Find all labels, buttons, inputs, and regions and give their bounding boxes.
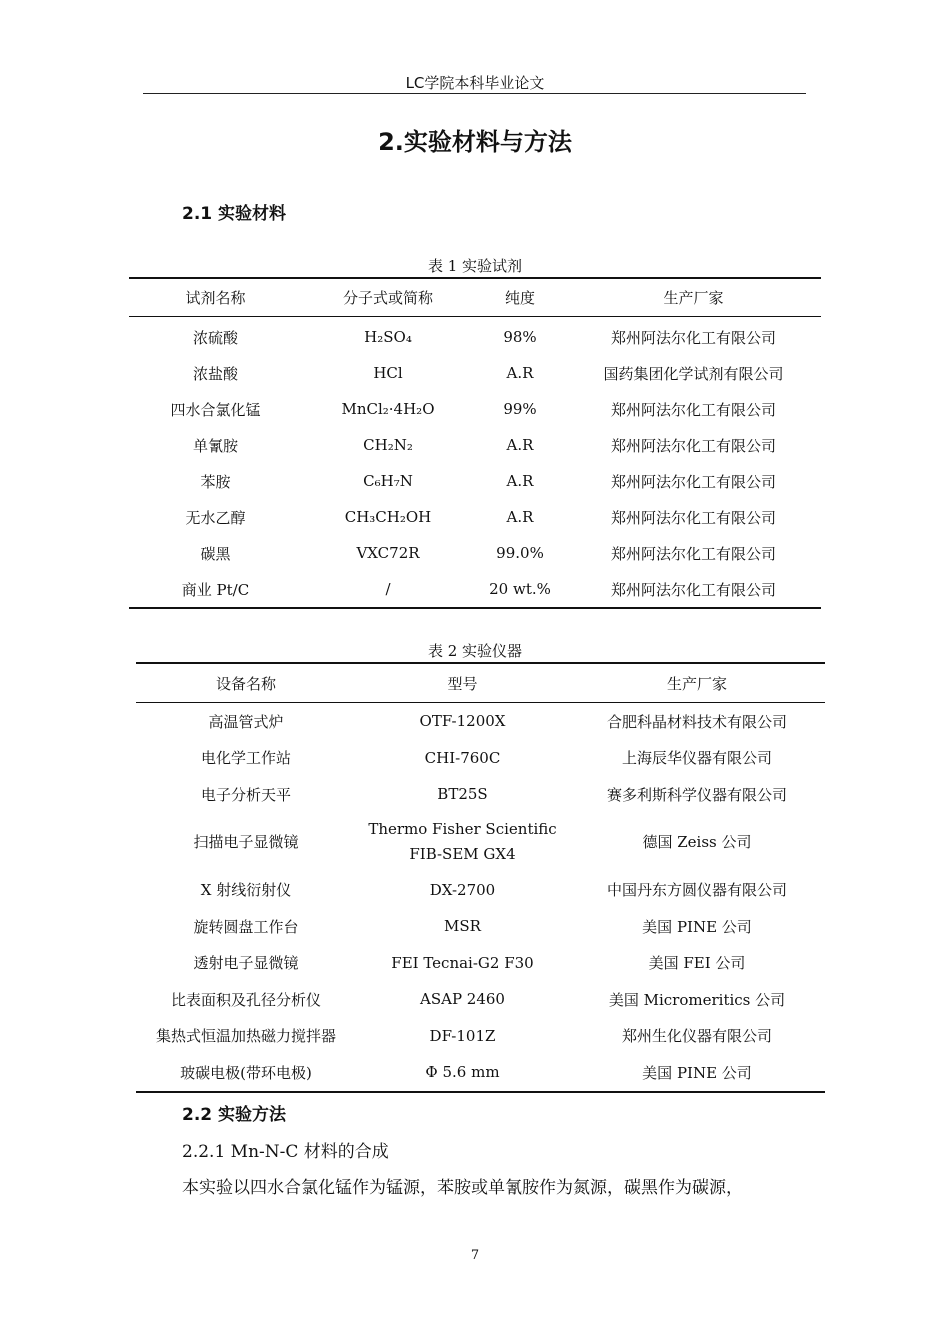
table-cell: 98%: [503, 328, 537, 346]
table-row: [136, 703, 825, 740]
table-row: [129, 427, 821, 463]
table-cell: CH₃CH₂OH: [344, 508, 432, 526]
table-cell: 苯胺: [200, 472, 231, 491]
table-header-row: [136, 663, 825, 703]
table-cell: BT25S: [437, 785, 488, 804]
table-cell: OTF-1200X: [419, 712, 506, 731]
table-cell: DX-2700: [429, 880, 496, 899]
table-cell: 郑州阿法尔化工有限公司: [610, 544, 776, 563]
table-cell: 郑州阿法尔化工有限公司: [610, 472, 776, 491]
table2-caption: 表 2 实验仪器: [427, 642, 523, 660]
table-cell: 高温管式炉: [208, 712, 284, 731]
table-cell: 20 wt.%: [489, 580, 551, 598]
sem-model-line1: Thermo Fisher Scientific: [368, 820, 557, 838]
sem-model-line2: FIB-SEM GX4: [409, 845, 516, 863]
table-row: [129, 391, 821, 427]
column-header: 生产厂家: [569, 663, 825, 703]
table-cell: [356, 813, 569, 872]
table-cell: 郑州阿法尔化工有限公司: [610, 436, 776, 455]
table-row: [129, 571, 821, 608]
page-number: 7: [470, 1248, 480, 1263]
table-cell: 郑州阿法尔化工有限公司: [610, 508, 776, 527]
table-cell: Φ 5.6 mm: [425, 1063, 500, 1082]
table-cell: VXC72R: [356, 544, 420, 562]
table-cell: ASAP 2460: [420, 990, 505, 1009]
table-cell: 集热式恒温加热磁力搅拌器: [155, 1027, 336, 1046]
table-cell: 美国 PINE 公司: [642, 917, 752, 936]
table-cell: A.R: [506, 364, 534, 382]
table-cell: FEI Tecnai-G2 F30: [391, 953, 534, 972]
table-cell: 电子分析天平: [200, 785, 291, 804]
table-cell: HCl: [373, 364, 403, 382]
table-cell: 99.0%: [496, 544, 544, 562]
table-cell: 郑州阿法尔化工有限公司: [610, 400, 776, 419]
column-header: 生产厂家: [566, 278, 821, 317]
table-cell: MnCl₂·4H₂O: [341, 400, 435, 418]
table-cell: 德国 Zeiss 公司: [642, 832, 752, 851]
table-cell: A.R: [506, 472, 534, 490]
table-cell: 比表面积及孔径分析仪: [170, 990, 321, 1009]
table-row: [136, 1018, 825, 1055]
subsection-2-2-1-heading: 2.2.1 Mn-N-C 材料的合成: [182, 1142, 389, 1162]
table-cell: 透射电子显微镜: [193, 954, 299, 973]
table-cell: 碳黑: [200, 544, 231, 563]
table-cell: X 射线衍射仪: [200, 881, 292, 900]
column-header: 分子式或简称: [302, 278, 474, 317]
table1-caption: 表 1 实验试剂: [427, 257, 523, 275]
table-cell: A.R: [506, 436, 534, 454]
table-cell: 合肥科晶材料技术有限公司: [606, 712, 787, 731]
table-cell: 赛多利斯科学仪器有限公司: [606, 785, 787, 804]
table-cell: 美国 Micromeritics 公司: [608, 990, 786, 1009]
table-cell: 郑州阿法尔化工有限公司: [610, 580, 776, 599]
reagents-table: [129, 277, 821, 609]
table-cell: 四水合氯化锰: [170, 400, 261, 419]
table-cell: 郑州阿法尔化工有限公司: [610, 328, 776, 347]
table-cell: 99%: [503, 400, 537, 418]
table-cell: 浓硫酸: [192, 328, 238, 347]
table-row: [129, 355, 821, 391]
table-cell: 国药集团化学试剂有限公司: [603, 364, 784, 383]
table-cell: CHI-760C: [424, 748, 501, 767]
column-header: 设备名称: [136, 663, 356, 703]
instruments-table: [136, 662, 825, 1093]
running-header-title: LC学院本科毕业论文: [405, 74, 545, 92]
table-row: [129, 463, 821, 499]
table-cell: 美国 PINE 公司: [642, 1063, 752, 1082]
table-cell: CH₂N₂: [363, 436, 413, 454]
table-cell: 郑州生化仪器有限公司: [621, 1027, 772, 1046]
table-cell: 旋转圆盘工作台: [193, 917, 299, 936]
table-cell: /: [385, 580, 391, 598]
table-row: [136, 945, 825, 982]
table-row: [129, 535, 821, 571]
table-row: [136, 740, 825, 777]
section-2-1-heading: 2.1 实验材料: [182, 204, 287, 224]
table-row: [136, 776, 825, 813]
table-cell: 单氰胺: [192, 436, 238, 455]
table-header-row: [129, 278, 821, 317]
table-row: [136, 813, 825, 872]
table-cell: C₆H₇N: [363, 472, 413, 490]
table-row: [136, 1054, 825, 1092]
section-2-2-heading: 2.2 实验方法: [182, 1105, 287, 1125]
table-cell: A.R: [506, 508, 534, 526]
chapter-title: 2.实验材料与方法: [378, 128, 572, 156]
column-header: 试剂名称: [129, 278, 302, 317]
table-cell: MSR: [444, 917, 481, 936]
table-cell: 上海辰华仪器有限公司: [621, 749, 772, 768]
table-cell: 美国 FEI 公司: [648, 954, 746, 973]
table-row: [129, 317, 821, 356]
table-row: [136, 908, 825, 945]
table-row: [136, 981, 825, 1018]
table-cell: 扫描电子显微镜: [193, 832, 299, 851]
table-cell: 电化学工作站: [200, 749, 291, 768]
body-paragraph: 本实验以四水合氯化锰作为锰源，苯胺或单氰胺作为氮源，碳黑作为碳源，: [182, 1178, 743, 1198]
table-cell: DF-101Z: [429, 1026, 496, 1045]
column-header: 型号: [356, 663, 569, 703]
table-cell: H₂SO₄: [364, 328, 412, 346]
table-cell: 中国丹东方圆仪器有限公司: [606, 881, 787, 900]
table-cell: 玻碳电极(带环电极): [180, 1063, 312, 1082]
table-cell: 无水乙醇: [185, 508, 246, 527]
table-cell: 商业 Pt/C: [181, 580, 250, 599]
table-row: [129, 499, 821, 535]
table-cell: 浓盐酸: [192, 364, 238, 383]
header-divider: [143, 93, 806, 94]
column-header: 纯度: [474, 278, 566, 317]
table-row: [136, 872, 825, 909]
